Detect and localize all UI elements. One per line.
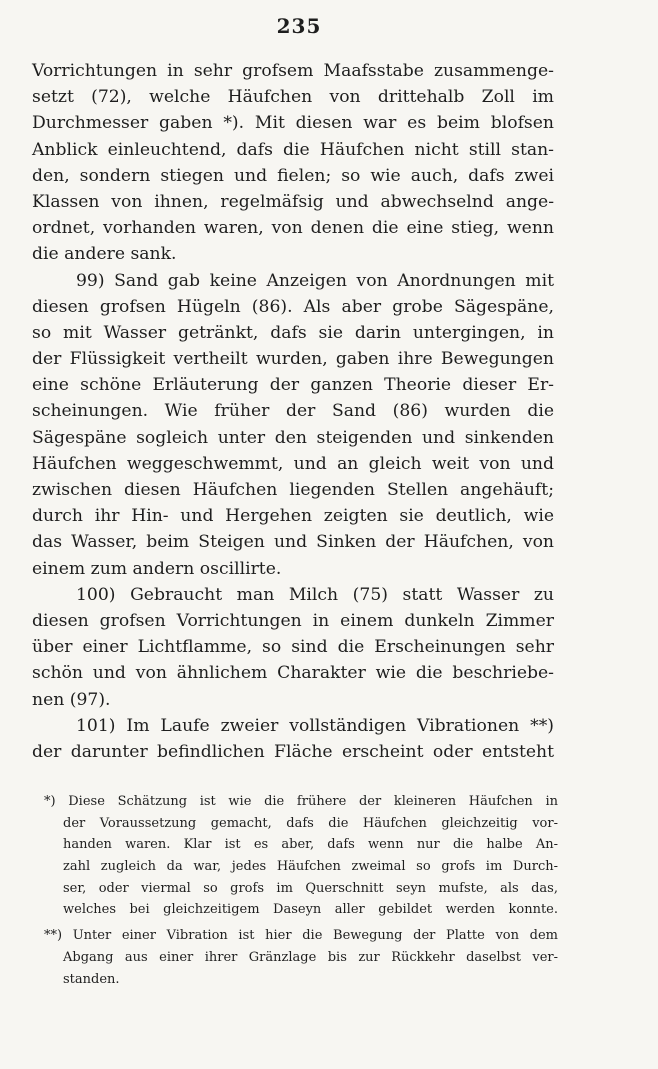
footnote-line: Abgang aus einer ihrer Gränzlage bis zur Rückkehr daselbst ver- — [63, 949, 558, 965]
body-text — [32, 58, 554, 765]
footnote-1-start: *) Diese Schätzung ist wie die frühere der kleineren Häufchen in — [44, 794, 558, 809]
text-line: diesen grofsen Hügeln (86). Als aber grobe Sägespäne, — [32, 296, 554, 317]
footnote-line: der Voraussetzung gemacht, dafs die Häufchen gleichzeitig vor- — [63, 815, 558, 831]
paragraph-99-start: 99) Sand gab keine Anzeigen von Anordnungen mit — [76, 270, 554, 291]
text-line: so mit Wasser getränkt, dafs sie darin untergingen, in — [32, 322, 554, 343]
text-line: schön und von ähnlichem Charakter wie die beschriebe- — [32, 663, 554, 684]
text-line: eine schöne Erläuterung der ganzen Theorie dieser Er- — [32, 375, 554, 396]
text-line: setzt (72), welche Häufchen von drittehalb Zoll im — [32, 87, 554, 108]
text-line: Anblick einleuchtend, dafs die Häufchen nicht still stan- — [32, 139, 554, 160]
text-line: ordnet, vorhanden waren, von denen die eine stieg, wenn — [32, 218, 554, 239]
footnote-line: welches bei gleichzeitigem Daseyn aller gebildet werden konnte. — [63, 902, 558, 918]
page-number: 235 — [276, 14, 322, 38]
paragraph-101-start: 101) Im Laufe zweier vollständigen Vibrationen **) — [76, 715, 554, 736]
paragraph-end-line: die andere sank. — [32, 244, 177, 265]
footnote-2-start: **) Unter einer Vibration ist hier die Bewegung der Platte von dem — [44, 928, 558, 944]
paragraph-100-start: 100) Gebraucht man Milch (75) statt Wasser zu — [76, 584, 554, 605]
text-line: den, sondern stiegen und fielen; so wie auch, dafs zwei — [32, 165, 554, 186]
paragraph-end-line: nen (97). — [32, 689, 111, 710]
text-line: das Wasser, beim Steigen und Sinken der Häufchen, von — [32, 532, 554, 553]
text-line: der Flüssigkeit vertheilt wurden, gaben ihre Bewegungen — [32, 349, 554, 370]
text-line: zwischen diesen Häufchen liegenden Stellen angehäuft; — [32, 480, 554, 500]
text-line: diesen grofsen Vorrichtungen in einem dunkeln Zimmer — [32, 610, 554, 631]
footnotes — [44, 791, 558, 990]
text-line: über einer Lichtflamme, so sind die Erscheinungen sehr — [32, 637, 554, 658]
text-line: Vorrichtungen in sehr grofsem Maafsstabe zusammenge- — [32, 61, 554, 81]
footnote-line: handen waren. Klar ist es aber, dafs wenn nur die halbe An- — [63, 837, 558, 853]
text-line: Sägespäne sogleich unter den steigenden und sinkenden — [32, 427, 554, 448]
footnote-line: zahl zugleich da war, jedes Häufchen zweimal so grofs im Durch- — [63, 859, 558, 875]
text-line: Klassen von ihnen, regelmäfsig und abwechselnd ange- — [32, 191, 554, 212]
text-line: scheinungen. Wie früher der Sand (86) wurden die — [32, 401, 554, 422]
paragraph-end-line: einem zum andern oscillirte. — [32, 558, 282, 579]
text-line: Durchmesser gaben *). Mit diesen war es beim blofsen — [32, 113, 554, 134]
text-line: durch ihr Hin- und Hergehen zeigten sie deutlich, wie — [32, 506, 554, 527]
text-line: Häufchen weggeschwemmt, und an gleich weit von und — [32, 453, 554, 474]
footnote-end-line: standen. — [63, 971, 120, 987]
footnote-line: ser, oder viermal so grofs im Querschnitt seyn mufste, als das, — [63, 880, 558, 896]
text-line: der darunter befindlichen Fläche erscheint oder entsteht — [32, 741, 554, 762]
